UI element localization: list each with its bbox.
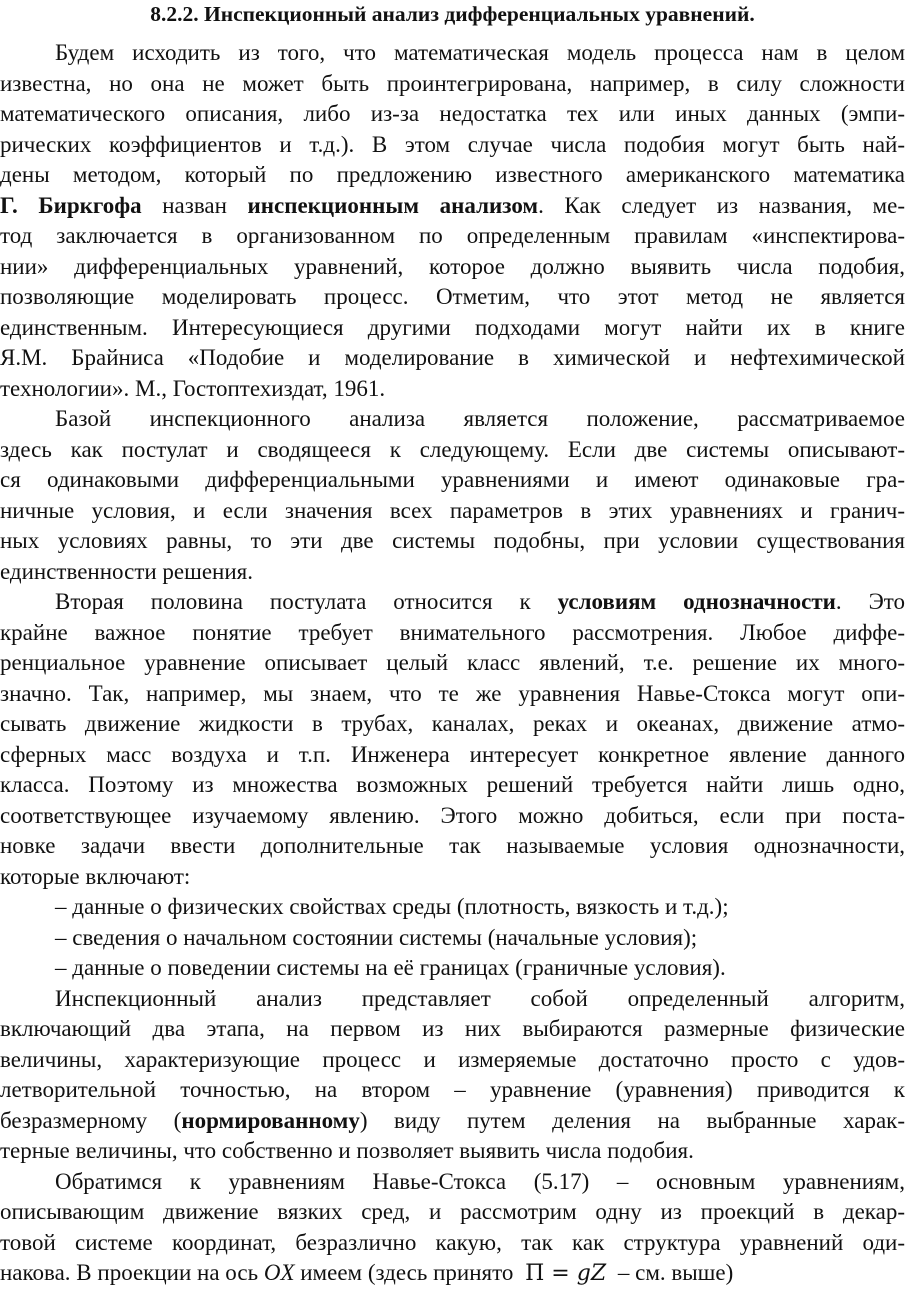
text-line: позволяющие моделировать процесс. Отметим, что этот метод не является	[0, 284, 905, 309]
text-line: ных условиях равны, то эти две системы подобны, при условии существования	[0, 528, 905, 553]
text-line: класса. Поэтому из множества возможных решений требуется найти лишь одно,	[0, 772, 905, 797]
text-span: . Это	[835, 589, 905, 614]
text-line: дены методом, который по предложению известного американского математика	[0, 162, 905, 187]
text-line: единственным. Интересующиеся другими подходами могут найти их в книге	[0, 314, 905, 340]
text-line: Я.М. Брайниса «Подобие и моделирование в химической и нефтехимической	[0, 345, 905, 370]
text-span: Вторая половина постулата относится к	[55, 589, 558, 614]
text-line: значно. Так, например, мы знаем, что те же уравнения Навье-Стокса могут опи-	[0, 680, 905, 706]
formula-equals: =	[551, 1261, 570, 1286]
axis-label: OX	[263, 1260, 295, 1285]
text-line: новке задачи ввести дополнительные так называемые условия однозначности,	[0, 833, 905, 858]
paragraph-2	[0, 404, 905, 587]
term-bold: инспекционным анализом	[247, 192, 539, 218]
paragraph-4	[0, 984, 905, 1167]
text-line: соответствующее изучаемому явлению. Этого можно добиться, если при поста-	[0, 802, 905, 828]
formula-rhs: gZ	[576, 1261, 607, 1286]
text-line: здесь как постулат и сводящееся к следующему. Если две системы описывают-	[0, 436, 905, 462]
text-span: – см. выше)	[612, 1260, 734, 1285]
text-span: имеем (здесь принято	[294, 1260, 520, 1285]
text-line: ничные условия, и если значения всех параметров в этих уравнениях и гранич-	[0, 497, 905, 523]
text-line: сферных масс воздуха и т.п. Инженера интересует конкретное явление данного	[0, 741, 905, 767]
text-span: накова. В проекции на ось	[0, 1260, 264, 1285]
text-line: сывать движение жидкости в трубах, каналах, реках и океанах, движение атмо-	[0, 711, 905, 736]
text-line: терные величины, что собственно и позволяет выявить числа подобия.	[0, 1138, 694, 1163]
text-span: . Как следует из названия, ме-	[538, 192, 905, 218]
text-line: ренциальное уравнение описывает целый класс явлений, т.е. решение их много-	[0, 650, 905, 675]
text-line: товой системе координат, безразлично какую, так как структура уравнений оди-	[0, 1229, 905, 1255]
text-span: ) виду путем деления на выбранные харак-	[359, 1107, 905, 1133]
text-line: технологии». М., Гостоптехиздат, 1961.	[0, 375, 386, 401]
list-item: – данные о физических свойствах среды (плотность, вязкость и т.д.);	[55, 894, 729, 919]
conditions-list	[0, 892, 905, 984]
text-line: известна, но она не может быть проинтегрирована, например, в силу сложности	[0, 70, 905, 96]
inline-formula	[519, 1259, 612, 1289]
list-item: – данные о поведении системы на её границах (граничные условия).	[55, 955, 726, 980]
text-span: безразмерному (	[0, 1107, 182, 1133]
paragraph-1	[0, 38, 905, 404]
text-line: летворительной точностью, на втором – уравнение (уравнения) приводится к	[0, 1077, 905, 1102]
text-line: Базой инспекционного анализа является положение, рассматриваемое	[55, 406, 905, 431]
term-bold: условиям однозначности	[557, 589, 836, 614]
formula-lhs: Π	[525, 1261, 545, 1286]
list-item: – сведения о начальном состоянии системы (начальные условия);	[55, 924, 698, 950]
text-line: включающий два этапа, на первом из них выбираются размерные физические	[0, 1016, 905, 1041]
text-line	[0, 191, 905, 222]
text-line: математического описания, либо из-за недостатка тех или иных данных (эмпи-	[0, 101, 905, 126]
paragraph-3	[0, 587, 905, 892]
text-line: нии» дифференциальных уравнений, которое должно выявить числа подобия,	[0, 253, 905, 279]
text-line: Обратимся к уравнениям Навье-Стокса (5.17) – основным уравнениям,	[55, 1168, 905, 1194]
text-line: рических коэффициентов и т.д.). В этом случае числа подобия могут быть най-	[0, 131, 905, 157]
text-span: назван	[141, 192, 248, 218]
text-line: крайне важное понятие требует внимательного рассмотрения. Любое диффе-	[0, 619, 905, 645]
text-line	[0, 1106, 905, 1137]
text-line: которые включают:	[0, 863, 191, 889]
text-line: описывающим движение вязких сред, и рассмотрим одну из проекций в декар-	[0, 1199, 905, 1224]
text-line	[0, 1258, 905, 1289]
text-line: Будем исходить из того, что математическая модель процесса нам в целом	[55, 40, 905, 65]
section-heading: 8.2.2. Инспекционный анализ дифференциальных уравнений.	[150, 2, 755, 26]
paragraph-5	[0, 1167, 905, 1289]
term-bold: нормированному	[181, 1107, 360, 1133]
text-line: ся одинаковыми дифференциальными уравнениями и имеют одинаковые гра-	[0, 467, 905, 492]
text-line: величины, характеризующие процесс и измеряемые достаточно просто с удов-	[0, 1046, 905, 1072]
author-name-bold: Г. Биркгофа	[0, 192, 142, 218]
text-line: Инспекционный анализ представляет собой определенный алгоритм,	[55, 985, 905, 1011]
text-line	[0, 587, 905, 618]
text-line: единственности решения.	[0, 558, 253, 584]
text-line: тод заключается в организованном по определенным правилам «инспектирова-	[0, 223, 905, 248]
